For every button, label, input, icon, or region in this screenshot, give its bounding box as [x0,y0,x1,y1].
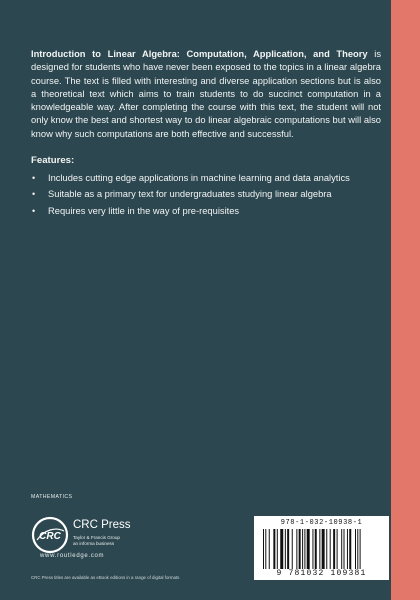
barcode-bar [307,529,310,569]
barcode-bar [285,529,286,569]
features-heading: Features: [31,155,75,167]
barcode-bar [333,529,335,569]
bullet-icon: • [32,205,36,216]
cover-content [31,48,381,221]
subject-label: MATHEMATICS [31,494,73,500]
feature-text: Suitable as a primary text for undergraduates studying linear algebra [48,189,332,200]
barcode-icon [263,529,380,569]
bullet-icon: • [32,189,36,200]
barcode-bar [326,529,327,569]
barcode-bar [322,529,325,569]
crc-logo-icon [31,516,69,554]
barcode-number: 9 781032 109381 [276,569,367,578]
barcode-bar [344,529,345,569]
barcode-bar [296,529,297,569]
barcode-bar [269,529,270,569]
barcode-bar [349,529,351,569]
features-list [31,172,381,218]
publisher-group: Taylor & Francis Group [73,535,120,540]
barcode-bar [263,529,264,569]
accent-strip [391,0,420,600]
barcode-bar [287,529,289,569]
barcode-bar [292,529,293,569]
publisher-tagline: an informa business [73,541,115,546]
barcode-bar [273,529,275,569]
barcode-bar [360,529,361,569]
barcode-bar [355,529,356,569]
barcode-bar [315,529,317,569]
publisher-subtitle [73,535,120,547]
publisher-name: CRC Press [73,519,131,531]
publisher-url: www.routledge.com [40,553,105,559]
feature-item [31,188,381,201]
barcode-bar [265,529,266,569]
bullet-icon: • [32,173,36,184]
feature-item [31,172,381,185]
barcode-bar [341,529,342,569]
barcode-panel [254,516,389,580]
blurb-paragraph [31,48,381,141]
blurb-title: Introduction to Linear Algebra: Computation, Application, and Theory [31,49,368,59]
barcode-bar [347,529,348,569]
feature-item [31,205,381,218]
barcode-bar [319,529,320,569]
barcode-bar [280,529,283,569]
barcode-bar [357,529,358,569]
barcode-bar [312,529,313,569]
barcode-bar [302,529,303,569]
logo-text: CRC [39,531,61,542]
feature-text: Requires very little in the way of pre-requisites [48,205,240,216]
publisher-block [31,516,231,556]
barcode-bar [337,529,338,569]
blurb-body: is designed for students who have never been exposed to the topics in a linear algebra course. The text is filled with interesting and diverse application sections but is also a theoretical text which aims to train students to do succinct computation in a knowledgeable way. After completing the course with this text, the student will not only know the best and shortest way to do linear algebraic computations but will also know why such computations are both effective and successful. [31,49,381,139]
ebook-note: CRC Press titles are available as eBook editions in a range of digital formats [31,575,180,580]
feature-text: Includes cutting edge applications in machine learning and data analytics [48,173,350,184]
barcode-bar [304,529,305,569]
barcode-bar [299,529,301,569]
isbn-text: 978-1-032-10938-1 [280,519,363,527]
barcode-bar [330,529,331,569]
barcode-bar [277,529,278,569]
